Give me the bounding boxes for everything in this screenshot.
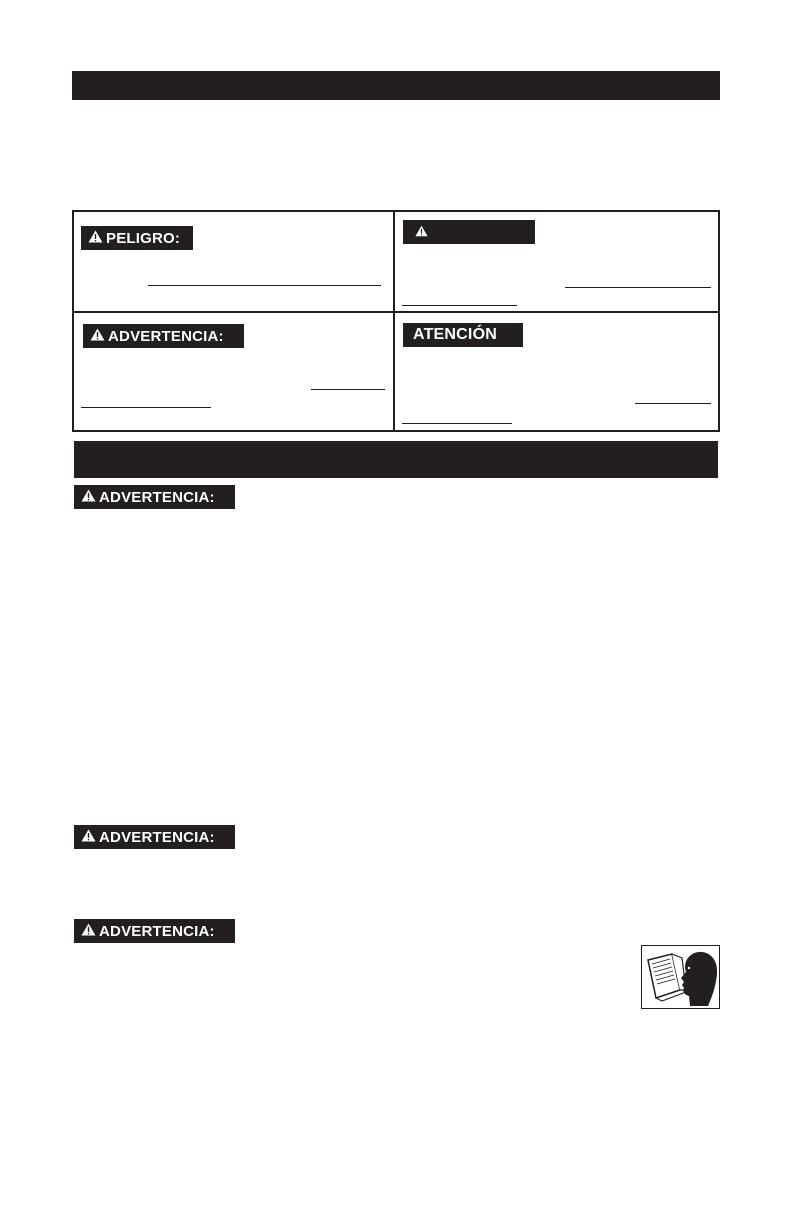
underline xyxy=(565,287,711,288)
badge-advertencia xyxy=(74,919,235,943)
badge-advertencia-label: ADVERTENCIA: xyxy=(99,922,215,940)
section-header-bar-top xyxy=(72,71,720,100)
underline xyxy=(81,407,211,408)
underline xyxy=(635,403,711,404)
underline xyxy=(148,285,381,286)
badge-advertencia-label: ADVERTENCIA: xyxy=(108,327,224,345)
badge-advertencia xyxy=(74,825,235,849)
table-divider-horizontal xyxy=(72,311,720,313)
underline xyxy=(402,305,517,306)
warning-triangle-icon xyxy=(90,328,105,345)
warning-triangle-icon xyxy=(415,224,428,241)
badge-atencion xyxy=(403,323,523,347)
table-divider-vertical xyxy=(393,210,395,432)
warning-triangle-icon xyxy=(81,829,96,846)
badge-peligro-label: PELIGRO: xyxy=(106,229,181,247)
underline xyxy=(402,423,512,424)
badge-peligro xyxy=(81,226,193,250)
badge-advertencia xyxy=(74,485,235,509)
badge-advertencia-label: ADVERTENCIA: xyxy=(99,488,215,506)
badge-warning-blank xyxy=(403,220,535,244)
badge-advertencia xyxy=(83,324,244,348)
badge-advertencia-label: ADVERTENCIA: xyxy=(99,828,215,846)
read-manual-icon xyxy=(641,945,720,1009)
underline xyxy=(311,389,385,390)
badge-atencion-label: ATENCIÓN xyxy=(413,326,497,343)
warning-triangle-icon xyxy=(81,923,96,940)
warning-triangle-icon xyxy=(81,489,96,506)
section-header-bar-second xyxy=(74,441,718,478)
warning-triangle-icon xyxy=(88,230,103,247)
